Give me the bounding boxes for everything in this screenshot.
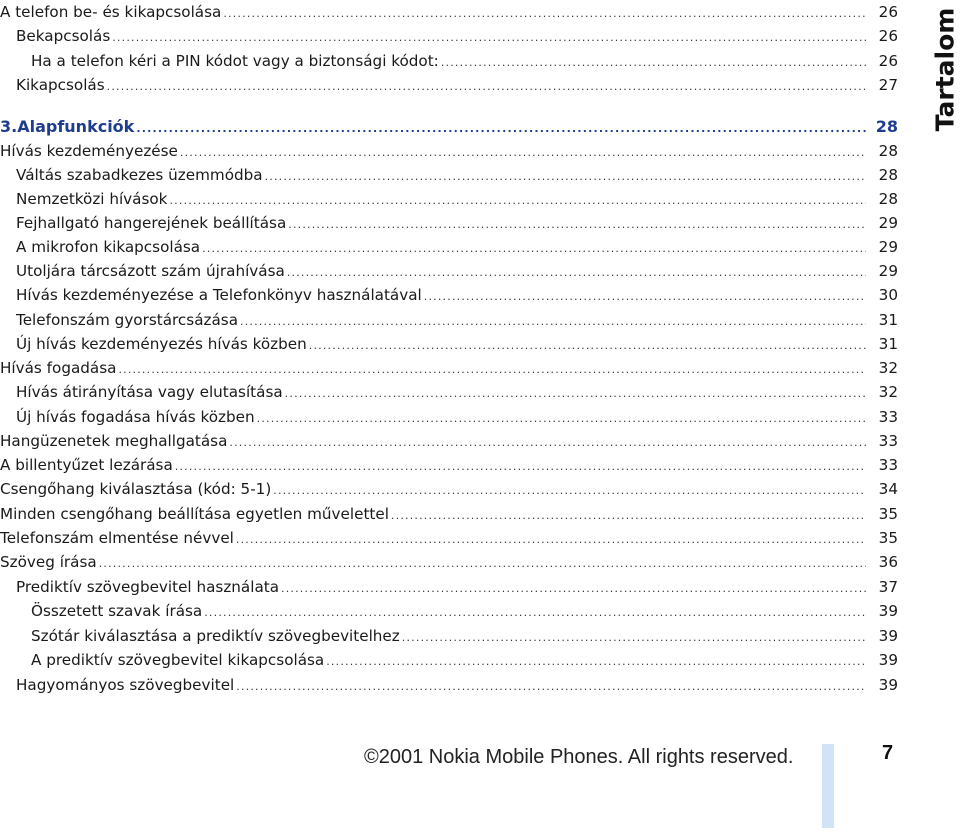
dot-leader bbox=[136, 117, 866, 141]
toc-entry-page-number: 28 bbox=[878, 166, 898, 184]
toc-entry-label: Kikapcsolás bbox=[16, 76, 105, 94]
dot-leader bbox=[288, 213, 866, 237]
toc-entry[interactable] bbox=[0, 550, 898, 574]
dot-leader bbox=[240, 310, 866, 334]
toc-entry[interactable] bbox=[0, 380, 898, 404]
toc-entry-page-number: 36 bbox=[878, 553, 898, 571]
dot-leader bbox=[236, 528, 866, 552]
dot-leader bbox=[204, 601, 866, 625]
toc-entry[interactable] bbox=[0, 308, 898, 332]
toc-entry-label: A prediktív szövegbevitel kikapcsolása bbox=[31, 651, 325, 669]
toc-entry[interactable] bbox=[0, 356, 898, 380]
toc-entry[interactable] bbox=[0, 477, 898, 501]
toc-entry[interactable] bbox=[0, 575, 898, 599]
toc-entry-label: 3.Alapfunkciók bbox=[0, 117, 135, 136]
toc-entry[interactable] bbox=[0, 139, 898, 163]
toc-entry-label: A telefon be- és kikapcsolása bbox=[0, 3, 222, 21]
toc-entry[interactable] bbox=[0, 405, 898, 429]
dot-leader bbox=[287, 261, 866, 285]
toc-entry-page-number: 27 bbox=[878, 76, 898, 94]
dot-leader bbox=[265, 165, 866, 189]
toc-entry-label: Hívás kezdeményezése a Telefonkönyv használatával bbox=[16, 286, 422, 304]
toc-entry-page-number: 28 bbox=[878, 190, 898, 208]
toc-entry-label: A billentyűzet lezárása bbox=[0, 456, 173, 474]
dot-leader bbox=[223, 2, 866, 26]
toc-entry[interactable] bbox=[0, 673, 898, 697]
dot-leader bbox=[118, 358, 866, 382]
page-number: 7 bbox=[882, 742, 894, 764]
toc-entry-page-number: 33 bbox=[878, 456, 898, 474]
toc-entry-label: Váltás szabadkezes üzemmódba bbox=[16, 166, 263, 184]
section-title-label: Tartalom bbox=[930, 7, 960, 131]
toc-entry-page-number: 34 bbox=[878, 480, 898, 498]
dot-leader bbox=[112, 26, 866, 50]
toc-entry[interactable] bbox=[0, 211, 898, 235]
toc-chapter-heading[interactable] bbox=[0, 115, 898, 139]
toc-entry[interactable] bbox=[0, 0, 898, 24]
toc-entry[interactable] bbox=[0, 283, 898, 307]
toc-entry-label: Hívás fogadása bbox=[0, 359, 117, 377]
toc-entry[interactable] bbox=[0, 73, 898, 97]
toc-entry[interactable] bbox=[0, 429, 898, 453]
toc-entry-page-number: 39 bbox=[878, 602, 898, 620]
section-title-vertical bbox=[930, 7, 960, 131]
toc-entry-label: A mikrofon kikapcsolása bbox=[16, 238, 201, 256]
toc-entry[interactable] bbox=[0, 163, 898, 187]
toc-entry-label: Bekapcsolás bbox=[16, 27, 111, 45]
toc-entry-page-number: 26 bbox=[878, 52, 898, 70]
toc-entry-label: Fejhallgató hangerejének beállítása bbox=[16, 214, 287, 232]
toc-entry-page-number: 31 bbox=[878, 335, 898, 353]
dot-leader bbox=[424, 285, 866, 309]
toc-entry-page-number: 39 bbox=[878, 651, 898, 669]
dot-leader bbox=[402, 626, 866, 650]
toc-entry-page-number: 39 bbox=[878, 627, 898, 645]
toc-entry-page-number: 39 bbox=[878, 676, 898, 694]
dot-leader bbox=[285, 382, 866, 406]
toc-entry-label: Hagyományos szövegbevitel bbox=[16, 676, 235, 694]
dot-leader bbox=[236, 675, 866, 699]
toc-entry-label: Új hívás fogadása hívás közben bbox=[16, 408, 255, 426]
toc-entry[interactable] bbox=[0, 24, 898, 48]
dot-leader bbox=[180, 141, 866, 165]
dot-leader bbox=[169, 189, 866, 213]
dot-leader bbox=[441, 51, 866, 75]
toc-entry-label: Nemzetközi hívások bbox=[16, 190, 168, 208]
copyright-symbol: © bbox=[364, 746, 379, 768]
toc-entry-page-number: 33 bbox=[878, 408, 898, 426]
toc-entry-page-number: 32 bbox=[878, 359, 898, 377]
toc-entry-page-number: 29 bbox=[878, 238, 898, 256]
dot-leader bbox=[391, 504, 866, 528]
toc-entry-label: Telefonszám gyorstárcsázása bbox=[16, 311, 238, 329]
toc-entry-page-number: 37 bbox=[878, 578, 898, 596]
dot-leader bbox=[309, 334, 866, 358]
toc-entry-label: Utoljára tárcsázott szám újrahívása bbox=[16, 262, 285, 280]
toc-entry[interactable] bbox=[0, 332, 898, 356]
toc-entry-label: Prediktív szövegbevitel használata bbox=[16, 578, 280, 596]
dot-leader bbox=[175, 455, 866, 479]
toc-entry[interactable] bbox=[0, 49, 898, 73]
toc-entry-page-number: 32 bbox=[878, 383, 898, 401]
toc-entry[interactable] bbox=[0, 648, 898, 672]
toc-entry-label: Új hívás kezdeményezés hívás közben bbox=[16, 335, 307, 353]
toc-entry-page-number: 29 bbox=[878, 214, 898, 232]
toc-entry[interactable] bbox=[0, 502, 898, 526]
toc-entry-page-number: 29 bbox=[878, 262, 898, 280]
toc-entry-page-number: 33 bbox=[878, 432, 898, 450]
toc-entry-page-number: 26 bbox=[878, 27, 898, 45]
toc-entry-label: Szótár kiválasztása a prediktív szövegbevitelhez bbox=[31, 627, 400, 645]
dot-leader bbox=[273, 479, 866, 503]
toc-entry[interactable] bbox=[0, 624, 898, 648]
toc-entry-page-number: 28 bbox=[878, 142, 898, 160]
toc-entry[interactable] bbox=[0, 259, 898, 283]
copyright-footer bbox=[364, 746, 793, 769]
toc-entry-page-number: 35 bbox=[878, 529, 898, 547]
dot-leader bbox=[326, 650, 866, 674]
toc-entry[interactable] bbox=[0, 526, 898, 550]
toc-entry-page-number: 30 bbox=[878, 286, 898, 304]
copyright-text: 2001 Nokia Mobile Phones. All rights reserved. bbox=[378, 746, 794, 768]
toc-entry-page-number: 26 bbox=[878, 3, 898, 21]
dot-leader bbox=[281, 577, 866, 601]
dot-leader bbox=[257, 407, 866, 431]
toc-entry[interactable] bbox=[0, 235, 898, 259]
toc-entry-label: Ha a telefon kéri a PIN kódot vagy a biztonsági kódot: bbox=[31, 52, 439, 70]
toc-entry-page-number: 35 bbox=[878, 505, 898, 523]
toc-entry-page-number: 31 bbox=[878, 311, 898, 329]
dot-leader bbox=[107, 75, 866, 99]
dot-leader bbox=[202, 237, 866, 261]
toc-entry-label: Szöveg írása bbox=[0, 553, 97, 571]
toc-entry-label: Telefonszám elmentése névvel bbox=[0, 529, 234, 547]
toc-entry-label: Minden csengőhang beállítása egyetlen művelettel bbox=[0, 505, 389, 523]
dot-leader bbox=[99, 552, 866, 576]
dot-leader bbox=[229, 431, 866, 455]
toc-entry-label: Hívás átirányítása vagy elutasítása bbox=[16, 383, 283, 401]
toc-entry-label: Csengőhang kiválasztása (kód: 5-1) bbox=[0, 480, 272, 498]
toc-entry-label: Hangüzenetek meghallgatása bbox=[0, 432, 228, 450]
toc-entry[interactable] bbox=[0, 599, 898, 623]
toc-entry-page-number: 28 bbox=[875, 117, 898, 136]
toc-entry[interactable] bbox=[0, 453, 898, 477]
page-margin-bar bbox=[822, 744, 834, 828]
toc-entry-label: Hívás kezdeményezése bbox=[0, 142, 178, 160]
toc-entry-label: Összetett szavak írása bbox=[31, 602, 203, 620]
toc-entry[interactable] bbox=[0, 187, 898, 211]
